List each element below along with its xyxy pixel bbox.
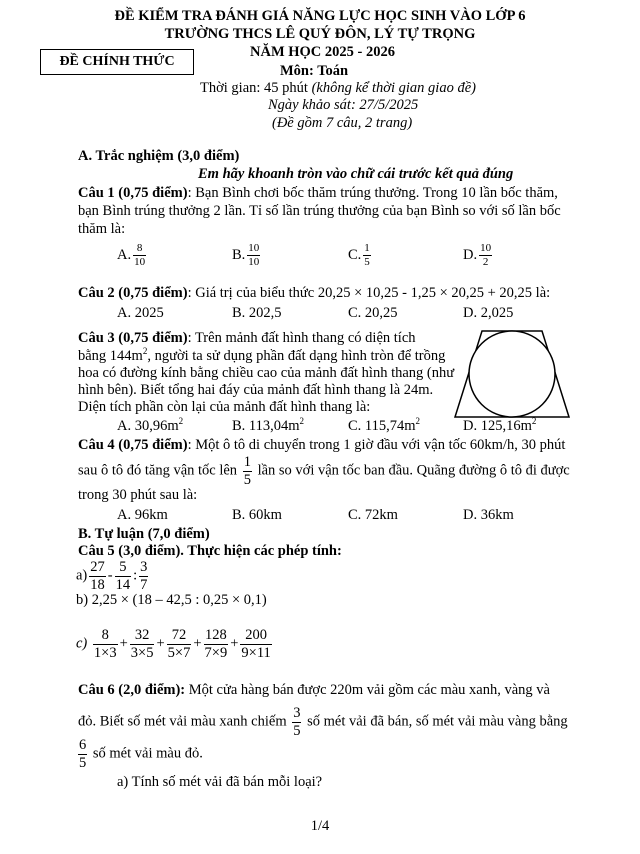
- time-info: Thời gian: 45 phút (không kể thời gian giao đề): [200, 80, 476, 96]
- q3-option-c[interactable]: C. $115,74m^2$: [348, 416, 421, 434]
- q4-option-b[interactable]: B. 60km: [232, 507, 282, 523]
- school-year: NĂM HỌC 2025 - 2026: [250, 44, 395, 60]
- q5-part-b: b) 2,25 × (18 – 42,5 : 0,25 × 0,1): [76, 592, 267, 608]
- part-b-title: B. Tự luận (7,0 điểm): [78, 526, 210, 542]
- q3-line4: hình bên). Biết tổng hai đáy của mảnh đất hình thang là 24m.: [78, 382, 434, 398]
- subject-label: Môn: Toán: [280, 63, 349, 79]
- q5-title: Câu 5 (3,0 điểm). Thực hiện các phép tính:: [78, 543, 342, 559]
- q1-option-a[interactable]: A. $\frac{8}{10}$: [117, 242, 146, 268]
- q4-option-c[interactable]: C. 72km: [348, 507, 398, 523]
- q3-line2: bằng $144m^2$, người ta sử dụng phần đất dạng hình tròn để trồng: [78, 346, 446, 364]
- trapezoid-figure: [452, 328, 572, 420]
- q6-sub-a: a) Tính số mét vải đã bán mỗi loại?: [117, 774, 323, 790]
- q2-option-b[interactable]: B. 202,5: [232, 305, 282, 321]
- q3-line3: hoa có đường kính bằng chiều cao của mảnh đất hình thang (như: [78, 365, 455, 381]
- q3-line5: Diện tích phần còn lại của mảnh đất hình thang là:: [78, 399, 371, 415]
- q4-line3: trong 30 phút sau là:: [78, 487, 198, 503]
- q1-option-b[interactable]: B. $\frac{10}{10}$: [232, 242, 260, 268]
- q4-option-a[interactable]: A. 96km: [117, 507, 168, 523]
- exam-title: ĐỀ KIỂM TRA ĐÁNH GIÁ NĂNG LỰC HỌC SINH VÀO LỚP 6: [114, 8, 526, 24]
- q3-option-b[interactable]: B. $113,04m^2$: [232, 416, 305, 434]
- q3-option-d[interactable]: D. $125,16m^2$: [463, 416, 537, 434]
- q2-option-c[interactable]: C. 20,25: [348, 305, 398, 321]
- q4-line1: Câu 4 (0,75 điểm): Một ô tô di chuyển trong 1 giờ đầu với vận tốc 60km/h, 30 phút: [78, 437, 566, 453]
- school-name: TRƯỜNG THCS LÊ QUÝ ĐÔN, LÝ TỰ TRỌNG: [164, 26, 476, 42]
- q1-line1: Câu 1 (0,75 điểm): Bạn Bình chơi bốc thăm trúng thưởng. Trong 10 lần bốc thăm,: [78, 185, 558, 201]
- q2-option-a[interactable]: A. 2025: [117, 305, 164, 321]
- q4-line2: sau ô tô đó tăng vận tốc lên $\frac{1}{5}$ lần so với vận tốc ban đầu. Quãng đường ô tô đi được: [78, 454, 570, 488]
- part-a-instruction: Em hãy khoanh tròn vào chữ cái trước kết quả đúng: [198, 166, 514, 182]
- q6-line1: Câu 6 (2,0 điểm): Một cửa hàng bán được 220m vải gồm các màu xanh, vàng và: [78, 682, 550, 698]
- q1-option-c[interactable]: C. $\frac{1}{5}$: [348, 242, 370, 268]
- q6-line2: đỏ. Biết số mét vải màu xanh chiếm $\frac{3}{5}$ số mét vải đã bán, số mét vải màu vàng bằng: [78, 705, 568, 739]
- exam-date: Ngày khảo sát: 27/5/2025: [268, 97, 419, 113]
- part-a-title: A. Trắc nghiệm (3,0 điểm): [78, 148, 240, 164]
- q2-option-d[interactable]: D. 2,025: [463, 305, 514, 321]
- q2-question: Câu 2 (0,75 điểm): Giá trị của biểu thức 20,25 × 10,25 - 1,25 × 20,25 + 20,25 là:: [78, 285, 551, 301]
- q3-option-a[interactable]: A. $30,96m^2$: [117, 416, 184, 434]
- q4-option-d[interactable]: D. 36km: [463, 507, 514, 523]
- q5-part-a: a) $\frac{27}{18}$ - $\frac{5}{14}$ : $\frac{3}{7}$: [76, 559, 148, 593]
- official-badge: ĐỀ CHÍNH THỨC: [40, 49, 194, 75]
- q1-option-d[interactable]: D. $\frac{10}{2}$: [463, 242, 492, 268]
- q1-line2: bạn Bình trúng thưởng 2 lần. Tỉ số lần trúng thưởng của bạn Bình so với số lần bốc: [78, 203, 561, 219]
- page-count: (Đề gồm 7 câu, 2 trang): [272, 115, 413, 131]
- q1-line3: thăm là:: [78, 221, 126, 237]
- q3-line1: Câu 3 (0,75 điểm): Trên mảnh đất hình thang có diện tích: [78, 330, 416, 346]
- q5-part-c: c) $\frac{8}{1\times 3}$ + $\frac{32}{3\times 5}$ + $\frac{72}{5\times 7}$ + $\frac{128}{7\times 9}$ + $\frac{200}{9\times 11}$: [76, 627, 271, 661]
- page-number: 1/4: [310, 818, 330, 834]
- q6-line3: $\frac{6}{5}$ số mét vải màu đỏ.: [79, 737, 203, 771]
